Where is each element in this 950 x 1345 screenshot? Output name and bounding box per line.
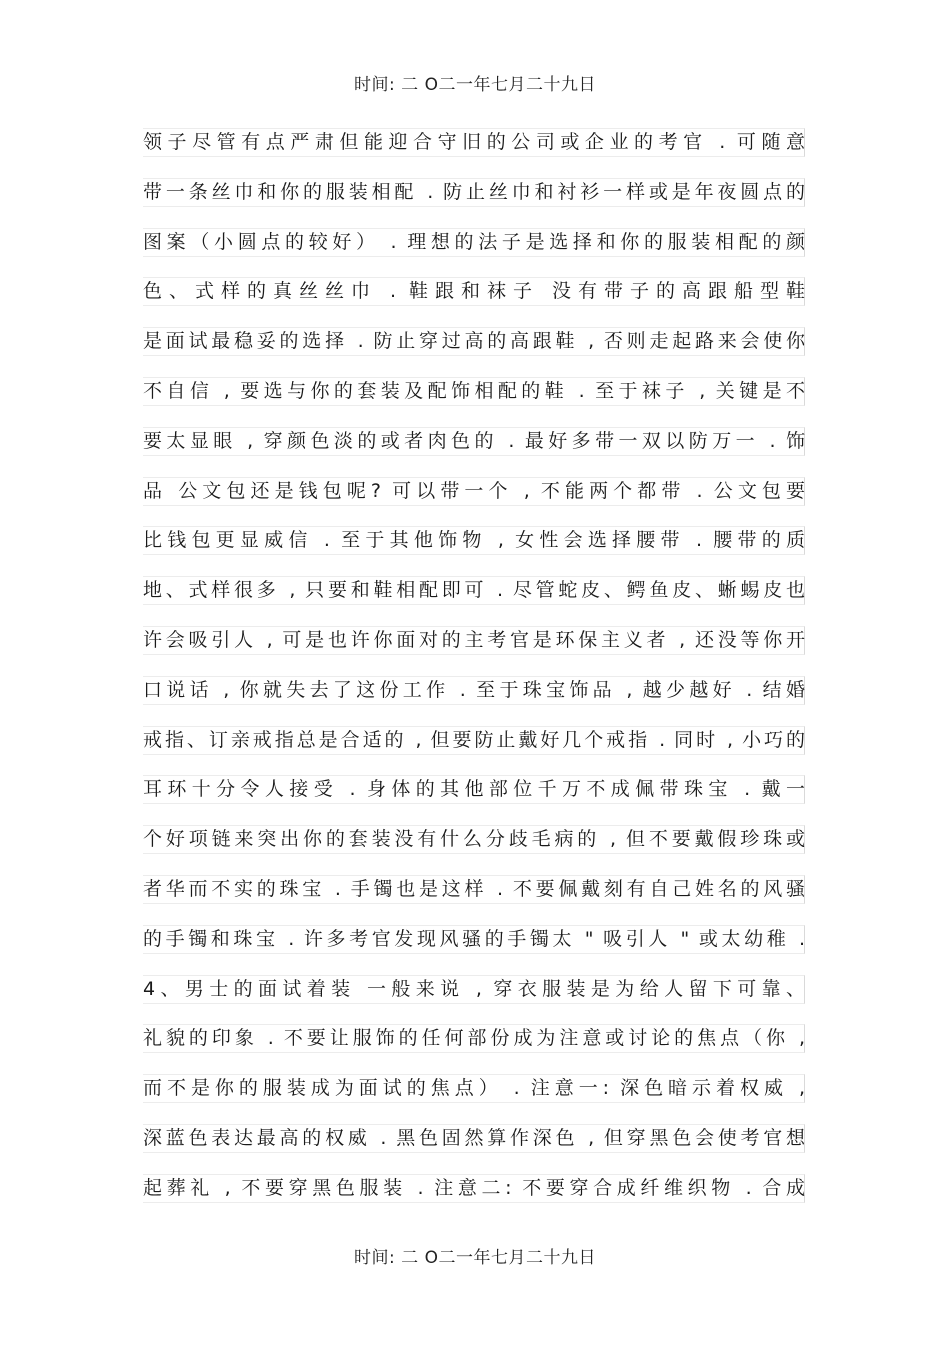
- text-line: [143, 273, 805, 323]
- line-text: 品 公文包还是钱包呢? 可以带一个 , 不能两个都带 . 公文包要: [143, 479, 805, 502]
- line-text: 许会吸引人 , 可是也许你面对的主考官是环保主义者 , 还没等你开: [143, 628, 805, 651]
- line-text: 色、式样的真丝丝巾 . 鞋跟和袜子 没有带子的高跟船型鞋: [143, 280, 805, 303]
- text-line: [143, 672, 805, 722]
- line-text: 个好项链来突出你的套装没有什么分歧毛病的 , 但不要戴假珍珠或: [143, 828, 805, 851]
- line-text: 而不是你的服装成为面试的焦点） . 注意一: 深色暗示着权威 ,: [143, 1077, 805, 1100]
- line-text: 口说话 , 你就失去了这份工作 . 至于珠宝饰品 , 越少越好 . 结婚: [143, 678, 805, 701]
- text-line: [143, 522, 805, 572]
- text-line: [143, 373, 805, 423]
- text-line: [143, 871, 805, 921]
- text-line: [143, 1170, 805, 1220]
- text-line: [143, 323, 805, 373]
- line-text: 起葬礼 , 不要穿黑色服装 . 注意二: 不要穿合成纤维织物 . 合成: [143, 1176, 805, 1199]
- document-body: [143, 124, 805, 1220]
- page-footer: 时间: 二 O二一年七月二十九日: [354, 1248, 596, 1268]
- line-text: 带一条丝巾和你的服装相配 . 防止丝巾和衬衫一样或是年夜圆点的: [143, 180, 805, 203]
- text-line: [143, 1120, 805, 1170]
- text-line: [143, 224, 805, 274]
- line-text: 者华而不实的珠宝 . 手镯也是这样 . 不要佩戴刻有自己姓名的风骚: [143, 877, 805, 900]
- page-header: 时间: 二 O二一年七月二十九日: [354, 75, 596, 95]
- line-text: 耳环十分令人接受 . 身体的其他部位千万不成佩带珠宝 . 戴一: [143, 778, 805, 801]
- line-text: 要太显眼 , 穿颜色淡的或者肉色的 . 最好多带一双以防万一 . 饰: [143, 429, 805, 452]
- text-line: [143, 821, 805, 871]
- text-line: [143, 722, 805, 772]
- line-text: 的手镯和珠宝 . 许多考官发现风骚的手镯太 " 吸引人 " 或太幼稚 .: [143, 927, 805, 950]
- text-line: [143, 921, 805, 971]
- text-line: [143, 572, 805, 622]
- line-text: 是面试最稳妥的选择 . 防止穿过高的高跟鞋 , 否则走起路来会使你: [143, 330, 805, 353]
- text-line: [143, 473, 805, 523]
- text-line: [143, 771, 805, 821]
- line-text: 戒指、订亲戒指总是合适的 , 但要防止戴好几个戒指 . 同时 , 小巧的: [143, 728, 805, 751]
- line-text: 图案（小圆点的较好） . 理想的法子是选择和你的服装相配的颜: [143, 230, 805, 253]
- line-text: 领子尽管有点严肃但能迎合守旧的公司或企业的考官 . 可随意: [143, 131, 805, 153]
- text-line: [143, 423, 805, 473]
- line-text: 地、式样很多 , 只要和鞋相配即可 . 尽管蛇皮、鳄鱼皮、蜥蜴皮也: [143, 579, 805, 602]
- text-line: [143, 1070, 805, 1120]
- line-text: 比钱包更显威信 . 至于其他饰物 , 女性会选择腰带 . 腰带的质: [143, 529, 805, 552]
- text-line: [143, 622, 805, 672]
- line-text: 4、男士的面试着装 一般来说 , 穿衣服装是为给人留下可靠、: [143, 977, 805, 1000]
- line-text: 深蓝色表达最高的权威 . 黑色固然算作深色 , 但穿黑色会使考官想: [143, 1126, 805, 1149]
- text-line: [143, 124, 805, 174]
- text-line: [143, 174, 805, 224]
- line-text: 礼貌的印象 . 不要让服饰的任何部份成为注意或讨论的焦点（你 ,: [143, 1027, 805, 1050]
- text-line: [143, 971, 805, 1021]
- text-line: [143, 1020, 805, 1070]
- line-text: 不自信 , 要选与你的套装及配饰相配的鞋 . 至于袜子 , 关键是不: [143, 379, 805, 402]
